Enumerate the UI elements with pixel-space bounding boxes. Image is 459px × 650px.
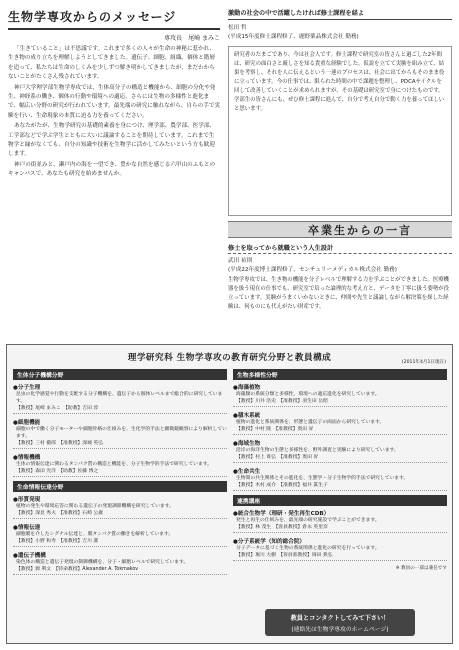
contact-box [265,609,415,636]
lab-name: ●遺伝子機構 [13,553,46,559]
graduate-text: 生物学専攻では、生き物の機能を分子レベルで理解する力を学ぶことができました。医療機器を扱う現在の仕事でも、研究室で培った論理的な考え方と、データを丁寧に扱う姿勢が役立っています。実験がうまくいかないときに、仲間や先生と議論しながら解決策を探した経験は、何ものにも代えがたい財産です。 [228,277,450,310]
column-heading: 激動の社会の中で活躍したければ修士課程を経よ [228,8,452,20]
lab-name: ●細胞機能 [13,420,41,426]
lab-name: ●分子系統学（知的総合院） [233,539,306,545]
section-header: 連携講座 [233,495,447,506]
lab-description: 生物間の共生関係とその進化を、生態学・分子生物学的手法で研究しています。 [236,476,409,481]
graduate-heading: 修士を取ってから就職という人生設計 [228,243,452,254]
lab-description: 発生と再生の仕組みを、最先端の研究施設で学ぶことができます。 [236,518,380,523]
graduate-affiliation: (平成22年度博士課程修了、センチュリーメディカル株式会社 勤務) [228,267,397,273]
lab-entry [233,439,447,463]
lab-description: 生体の情報伝達に関わるタンパク質の構造と機能を、分子生物学的手法で研究しています。 [16,462,212,467]
message-paragraph: 「生きていること」は不思議です。これまで多くの人々が生命の神秘に惹かれ、生き物の成り立ちを理解しようとしてきました。遺伝子、細胞、組織、個体と階層を追って、私たちは生命のしくみを少しずつ解き明かしてきましたが、まだわからないことがたくさん残されています。 [8,46,216,81]
section-header: 生物多様性分野 [233,369,447,380]
lab-staff: 【教授】三村 徹郎 【准教授】深城 英弘 [13,440,227,449]
lab-entry [13,418,227,449]
education-right-column [233,369,447,579]
lab-name: ●形質発現 [13,497,41,503]
lab-description: 植物の進化と系統関係を、形態と遺伝子の両面から研究しています。 [236,420,385,425]
contact-line-1: 教員とコンタクトしてみて下さい！ [290,615,390,622]
lab-staff: 【教授】小野 和寿 【准教授】吉川 潔 [13,538,227,547]
lab-entry [13,383,227,414]
contact-line-2: (連絡先は生物学専攻のホームページ) [291,627,389,633]
lab-entry [13,523,227,547]
lab-description: 細胞膜を介したシグナル伝達と、膜タンパク質の働きを解析しています。 [16,532,174,537]
education-section [6,344,453,644]
message-title: 生物学専攻からのメッセージ [8,8,220,30]
lab-staff: 【教授】中村 隆 【准教授】奥田 昇 [233,426,447,435]
education-date: (2011年4月1日現在) [401,360,446,365]
lab-description: 細胞の中で働く分子モーターや細胞骨格の仕組みを、生化学的手法と顕微鏡観察により解析しています。 [16,427,227,439]
lab-description: 海藻類の系統分類と多様性、環境への適応進化を研究しています。 [236,392,380,397]
lab-description: 植物の発生や環境応答に関わる遺伝子の発現調節機構を研究しています。 [16,504,174,509]
education-title: 理学研究科 生物学専攻の教育研究分野と教員構成 [127,353,332,363]
lab-description: 昆虫の化学感覚や行動を支配する分子機構を、遺伝子から個体レベルまで総合的に研究しています。 [16,392,223,404]
graduate-name: 武田 祐則 [228,258,253,264]
lab-entry [233,383,447,407]
lab-description: 分子データに基づく生物の系統関係と進化の研究を行っています。 [236,546,380,551]
lab-staff: 【教授】森田 光洋 【助教】佐藤 博之 [13,468,227,477]
lab-name: ●生命共生 [233,469,261,475]
staff-note: ※ 教員の一部は兼任です [395,566,447,571]
lab-staff: 【教授】深見 秀夫 【准教授】石崎 公庸 [13,510,227,519]
lab-staff: 【教授】村上 貴弘 【准教授】奥田 昇 [233,454,447,463]
lab-entry [233,411,447,435]
lab-staff: 【教授】尾崎 まみこ 【助教】吉田 淳 [13,405,227,414]
column-name: 松田 哲 [228,25,247,31]
graduate-banner: 卒業生からの一言 [228,221,452,238]
lab-name: ●情報機構 [13,455,41,461]
lab-entry [13,551,227,575]
lab-entry [13,453,227,477]
message-paragraph: 神戸の街並みと、瀬戸内の海を一望でき、豊かな自然を感じる六甲山のふもとのキャンパスで、あなたも研究を始めませんか。 [8,161,216,178]
column-text: 研究者のたまごであり、今は社会人です。修士課程で研究室の皆さんと過ごした2年間は、研究の面白さと厳しさを知る貴重な経験でした。仮説を立てて実験を組み立て、結果を考察し、それを人に伝えるという一連のプロセスは、社会に出てからもそのまま役に立っています。今の仕事では、限られた時間の中で課題を整理し、PDCAサイクルを回して改善していくことが求められますが、その基礎は研究室で身につけたものです。学部生の皆さんにも、ぜひ修士課程に進んで、自分で考え自分で動く力を養ってほしいと思います。 [228,46,452,216]
lab-staff: 【教授】源 利文 【特命教授】Alexander A. Tokmakov [13,566,227,575]
section-header: 生体分子機構分野 [13,369,227,380]
lab-name: ●統合生物学（理研・発生再生CDB） [233,511,330,517]
lab-name: ●海域生物 [233,441,261,447]
education-left-column [13,369,227,579]
lab-name: ●海藻植物 [233,385,261,391]
lab-staff: 【教授】堀川 大樹 【客員准教授】岡田 典弘 [233,552,447,561]
lab-entry [233,509,447,533]
lab-name: ●積木系統 [233,413,261,419]
lab-entry [233,467,447,491]
education-columns [13,369,447,579]
lab-staff: 【教授】木村 成介 【准教授】福井 眞生子 [233,482,447,491]
message-paragraph: 神戸大学理学部生物学専攻では、生体高分子の構造と機能から、細胞の分化や発生、神経系の働き、個体の行動や環境への適応、さらには生物の多様性と進化まで、幅広い分野の研究が行われています。最先端の研究に触れながら、自らの手で実験を行い、生命現象の本質に迫る力を養ってください。 [8,84,220,119]
message-author: 専攻長 尾崎 まみこ [164,35,220,42]
right-column [228,8,452,387]
lab-staff: 【教授】川井 浩史 【准教授】羽生田 岳昭 [233,398,447,407]
lab-description: 沿岸の海洋生物の生態と多様性を、野外調査と実験により研究しています。 [236,448,399,453]
lab-entry [233,537,447,561]
message-section [8,8,220,338]
lab-staff: 【教授】林 茂生 【客員教授】倉永 英里奈 [233,524,447,533]
lab-entry [13,495,227,519]
column-affiliation: (平成15年度修士課程修了、鹿野薬品株式会社 勤務) [228,34,359,40]
lab-description: 染色体の構造と遺伝子発現の制御機構を、分子・細胞レベルで研究しています。 [16,560,189,565]
lab-name: ●情報伝達 [13,525,41,531]
message-body [8,45,220,181]
lab-name: ●分子生理 [13,385,41,391]
message-paragraph: あなたがたが、生物学研究の基礎的素養を身につけ、理学部、農学部、医学部、工学部などで学ぶ学生とともに大いに議論することを期待しています。これまで生物学と縁がなくても、自分の知識や技術を生物学に活かしてみたいという方も歓迎します。 [8,123,216,158]
section-header: 生命情報伝達分野 [13,481,227,492]
